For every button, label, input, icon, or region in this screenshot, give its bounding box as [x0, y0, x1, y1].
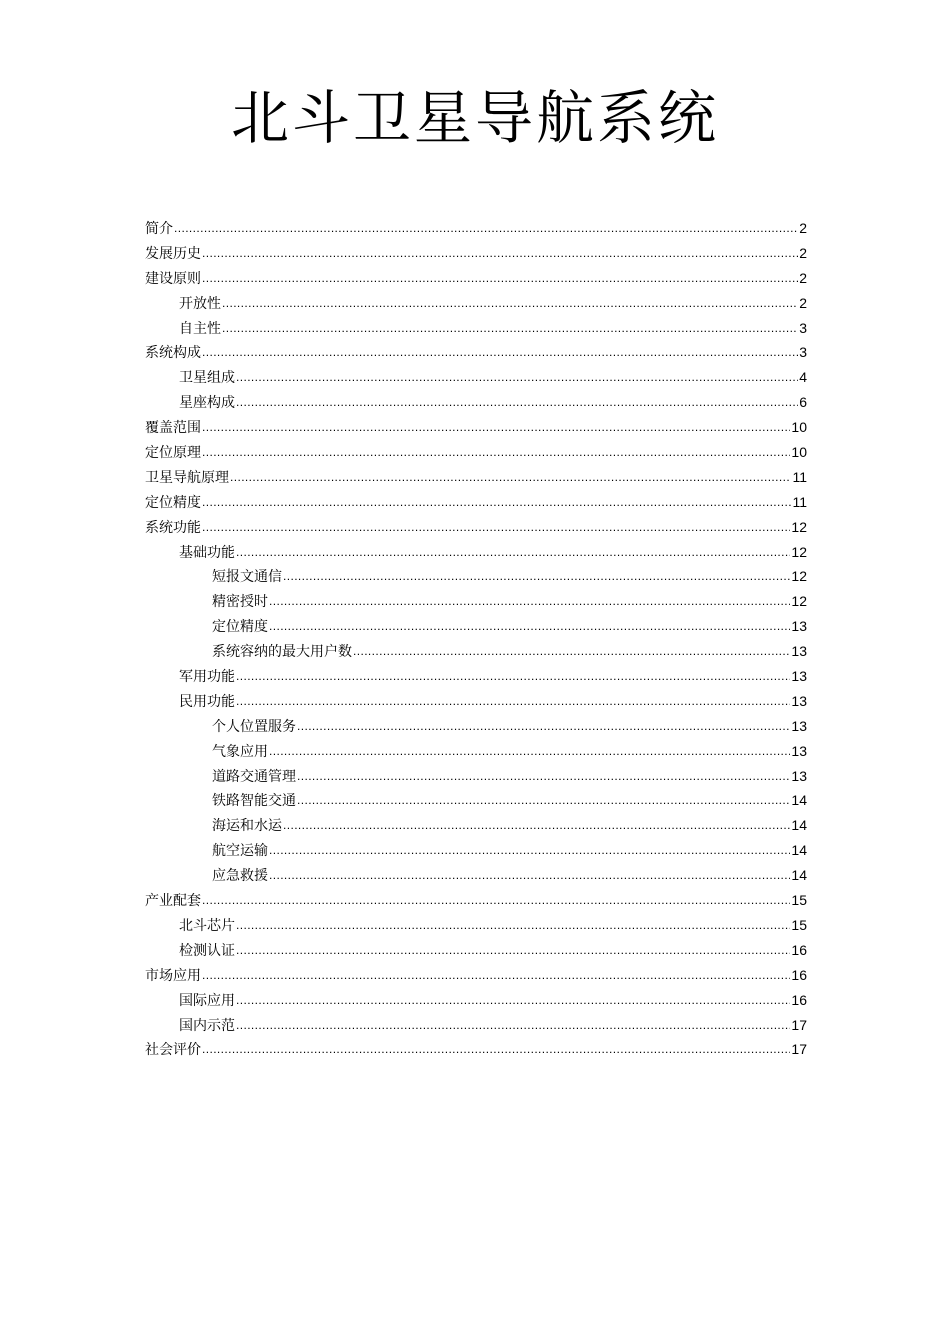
- toc-dot-leader: [230, 465, 791, 490]
- toc-entry-label: 国际应用: [179, 992, 235, 1009]
- toc-entry[interactable]: [145, 465, 807, 490]
- toc-entry-label: 建设原则: [145, 270, 201, 287]
- toc-entry-page-number: 14: [791, 842, 807, 859]
- toc-dot-leader: [202, 340, 798, 365]
- toc-dot-leader: [236, 390, 798, 415]
- toc-entry-label: 简介: [145, 221, 173, 237]
- toc-entry-page-number: 14: [791, 792, 807, 809]
- toc-dot-leader: [202, 490, 791, 515]
- toc-dot-leader: [202, 515, 790, 540]
- toc-dot-leader: [202, 266, 798, 291]
- toc-dot-leader: [236, 1013, 790, 1038]
- toc-entry[interactable]: [145, 739, 807, 764]
- toc-entry[interactable]: [145, 490, 807, 515]
- toc-entry-page-number: 2: [799, 244, 807, 261]
- toc-entry[interactable]: [145, 813, 807, 838]
- toc-entry-label: 气象应用: [212, 743, 268, 760]
- toc-entry-page-number: 2: [799, 269, 807, 286]
- toc-entry[interactable]: [145, 913, 807, 938]
- toc-entry-label: 发展历史: [145, 245, 201, 262]
- toc-entry-page-number: 3: [799, 319, 807, 336]
- toc-entry-page-number: 13: [791, 643, 807, 660]
- toc-entry-page-number: 4: [799, 369, 807, 386]
- toc-dot-leader: [236, 664, 790, 689]
- toc-entry[interactable]: [145, 863, 807, 888]
- toc-dot-leader: [236, 540, 790, 565]
- toc-entry-page-number: 17: [791, 1041, 807, 1058]
- toc-entry[interactable]: [145, 415, 807, 440]
- toc-entry-page-number: 16: [791, 941, 807, 958]
- toc-entry[interactable]: [145, 340, 807, 365]
- toc-entry-page-number: 13: [791, 618, 807, 635]
- toc-entry-page-number: 13: [791, 767, 807, 784]
- toc-dot-leader: [202, 963, 790, 988]
- toc-entry-page-number: 11: [792, 468, 807, 485]
- toc-entry-page-number: 3: [799, 344, 807, 361]
- toc-entry-page-number: 12: [791, 518, 807, 535]
- toc-entry-label: 海运和水运: [212, 818, 282, 835]
- toc-entry[interactable]: [145, 963, 807, 988]
- toc-entry[interactable]: [145, 764, 807, 789]
- toc-entry[interactable]: [145, 1037, 807, 1062]
- toc-entry-page-number: 2: [799, 220, 807, 236]
- toc-entry-label: 北斗芯片: [179, 917, 235, 934]
- toc-dot-leader: [297, 788, 790, 813]
- toc-dot-leader: [202, 888, 790, 913]
- toc-entry-label: 定位精度: [145, 494, 201, 511]
- toc-dot-leader: [353, 639, 790, 664]
- toc-entry-label: 道路交通管理: [212, 768, 296, 785]
- toc-entry-label: 卫星导航原理: [145, 469, 229, 486]
- toc-entry-label: 定位原理: [145, 445, 201, 462]
- toc-dot-leader: [236, 988, 790, 1013]
- toc-entry-label: 卫星组成: [179, 370, 235, 387]
- toc-entry-label: 民用功能: [179, 693, 235, 710]
- toc-entry[interactable]: [145, 241, 807, 266]
- toc-entry[interactable]: [145, 614, 807, 639]
- toc-entry-page-number: 13: [791, 717, 807, 734]
- toc-entry[interactable]: [145, 639, 807, 664]
- toc-entry[interactable]: [145, 291, 807, 316]
- toc-entry-page-number: 2: [799, 294, 807, 311]
- toc-entry-page-number: 16: [791, 966, 807, 983]
- toc-entry-label: 市场应用: [145, 967, 201, 984]
- toc-dot-leader: [283, 813, 790, 838]
- toc-entry-label: 开放性: [179, 295, 221, 312]
- toc-entry-page-number: 11: [792, 493, 807, 510]
- toc-dot-leader: [297, 714, 790, 739]
- toc-dot-leader: [283, 564, 790, 589]
- toc-entry[interactable]: [145, 938, 807, 963]
- toc-entry-page-number: 10: [791, 419, 807, 436]
- toc-entry[interactable]: [145, 1013, 807, 1038]
- toc-entry-page-number: 14: [791, 817, 807, 834]
- toc-entry[interactable]: [145, 540, 807, 565]
- toc-entry-label: 产业配套: [145, 893, 201, 910]
- toc-entry-label: 航空运输: [212, 843, 268, 860]
- toc-entry-label: 军用功能: [179, 669, 235, 686]
- toc-entry-page-number: 13: [791, 668, 807, 685]
- toc-dot-leader: [236, 365, 798, 390]
- toc-entry-page-number: 16: [791, 991, 807, 1008]
- toc-entry-page-number: 12: [791, 568, 807, 585]
- toc-entry[interactable]: [145, 440, 807, 465]
- toc-dot-leader: [202, 440, 790, 465]
- toc-dot-leader: [269, 739, 790, 764]
- toc-dot-leader: [236, 913, 790, 938]
- toc-dot-leader: [222, 316, 798, 341]
- toc-entry-page-number: 13: [791, 742, 807, 759]
- toc-entry-label: 短报文通信: [212, 569, 282, 586]
- toc-entry-label: 基础功能: [179, 544, 235, 561]
- toc-dot-leader: [202, 415, 790, 440]
- toc-entry[interactable]: [145, 564, 807, 589]
- toc-entry[interactable]: [145, 390, 807, 415]
- toc-entry[interactable]: [145, 515, 807, 540]
- toc-entry-label: 系统功能: [145, 519, 201, 536]
- toc-entry[interactable]: [145, 689, 807, 714]
- toc-entry-label: 精密授时: [212, 594, 268, 611]
- toc-dot-leader: [269, 838, 790, 863]
- toc-entry-page-number: 12: [791, 593, 807, 610]
- toc-dot-leader: [269, 589, 790, 614]
- toc-entry[interactable]: [145, 266, 807, 291]
- toc-entry-label: 定位精度: [212, 619, 268, 636]
- toc-dot-leader: [202, 1037, 790, 1062]
- toc-dot-leader: [236, 689, 790, 714]
- toc-dot-leader: [222, 291, 798, 316]
- toc-dot-leader: [269, 863, 790, 888]
- toc-entry[interactable]: [145, 988, 807, 1013]
- toc-entry-page-number: 14: [791, 867, 807, 884]
- toc-entry[interactable]: [145, 788, 807, 813]
- toc-entry-page-number: 12: [791, 543, 807, 560]
- toc-dot-leader: [236, 938, 790, 963]
- toc-entry-label: 铁路智能交通: [212, 793, 296, 810]
- toc-entry-label: 系统构成: [145, 345, 201, 362]
- toc-entry-page-number: 6: [799, 394, 807, 411]
- toc-dot-leader: [174, 216, 798, 241]
- toc-entry[interactable]: [145, 365, 807, 390]
- toc-entry-label: 系统容纳的最大用户数: [212, 644, 352, 661]
- toc-entry-label: 星座构成: [179, 395, 235, 412]
- toc-entry[interactable]: [145, 838, 807, 863]
- toc-entry-page-number: 15: [791, 892, 807, 909]
- toc-dot-leader: [202, 241, 798, 266]
- toc-entry-page-number: 17: [791, 1016, 807, 1033]
- toc-entry-label: 自主性: [179, 320, 221, 337]
- toc-entry[interactable]: [145, 888, 807, 913]
- toc-entry[interactable]: [145, 216, 807, 241]
- toc-entry-label: 覆盖范围: [145, 420, 201, 437]
- toc-entry-label: 应急救援: [212, 868, 268, 885]
- toc-dot-leader: [297, 764, 790, 789]
- toc-entry-label: 检测认证: [179, 942, 235, 959]
- toc-entry[interactable]: [145, 316, 807, 341]
- toc-entry-page-number: 13: [791, 692, 807, 709]
- toc-entry-label: 个人位置服务: [212, 718, 296, 735]
- table-of-contents: [145, 216, 807, 1062]
- toc-entry[interactable]: [145, 664, 807, 689]
- page-title: 北斗卫星导航系统: [230, 84, 719, 152]
- toc-entry-page-number: 10: [791, 444, 807, 461]
- toc-entry-label: 国内示范: [179, 1017, 235, 1034]
- toc-entry[interactable]: [145, 714, 807, 739]
- toc-entry-page-number: 15: [791, 916, 807, 933]
- toc-entry[interactable]: [145, 589, 807, 614]
- toc-entry-label: 社会评价: [145, 1042, 201, 1059]
- toc-dot-leader: [269, 614, 790, 639]
